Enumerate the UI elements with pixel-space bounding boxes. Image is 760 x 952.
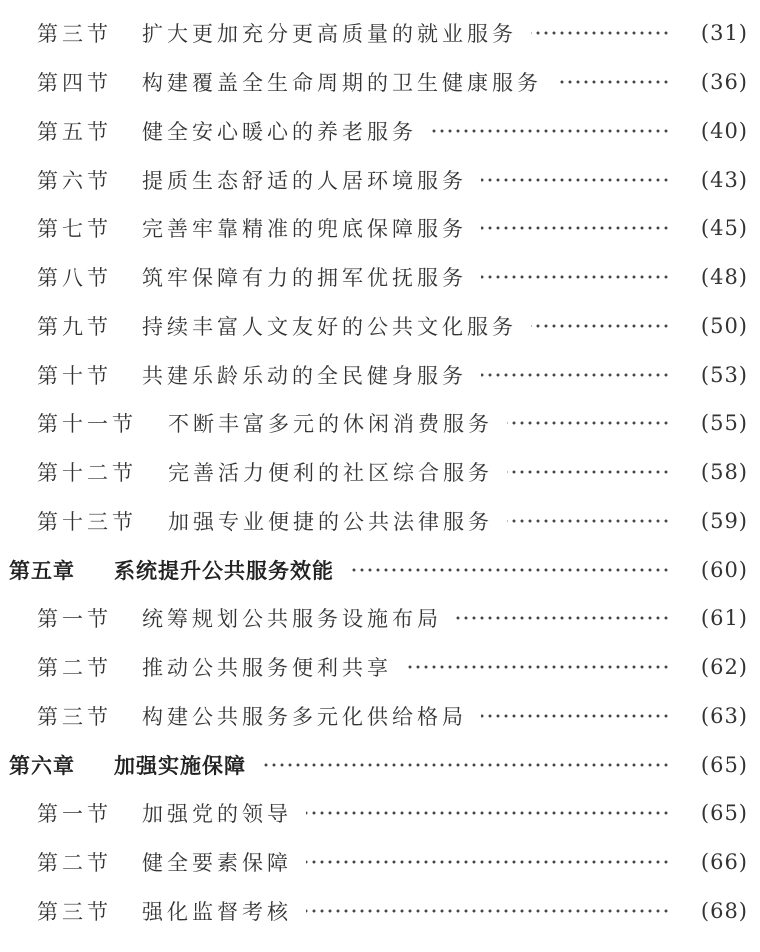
entry-title: 推动公共服务便利共享 [142, 656, 392, 681]
toc-entry[interactable] [0, 692, 760, 741]
entry-number: 第二节 [37, 656, 112, 681]
entry-number: 第二节 [37, 851, 112, 876]
dot-leader [531, 324, 670, 328]
entry-number: 第四节 [37, 71, 112, 96]
entry-number: 第八节 [37, 266, 112, 291]
toc-entry[interactable] [0, 204, 760, 253]
entry-title: 提质生态舒适的人居环境服务 [142, 168, 467, 193]
toc-entry[interactable] [0, 155, 760, 204]
entry-title: 健全安心暖心的养老服务 [142, 119, 417, 144]
entry-page: (36) [700, 70, 748, 95]
chapter-title: 系统提升公共服务效能 [114, 558, 334, 583]
table-of-contents [0, 9, 760, 935]
entry-number: 第三节 [37, 899, 112, 924]
dot-leader [481, 714, 670, 718]
chapter-number: 第五章 [9, 558, 75, 583]
dot-leader [406, 665, 670, 669]
dot-leader [481, 178, 670, 182]
toc-entry[interactable] [0, 448, 760, 497]
entry-title: 健全要素保障 [142, 851, 292, 876]
entry-title: 扩大更加充分更高质量的就业服务 [142, 22, 517, 47]
entry-page: (43) [700, 167, 748, 192]
entry-page: (65) [700, 801, 748, 826]
dot-leader [481, 226, 670, 230]
entry-page: (63) [700, 703, 748, 728]
toc-entry[interactable] [0, 302, 760, 351]
entry-title: 加强党的领导 [142, 802, 292, 827]
dot-leader [507, 519, 670, 523]
dot-leader [306, 811, 670, 815]
chapter-title: 加强实施保障 [114, 753, 246, 778]
toc-chapter[interactable] [0, 545, 760, 594]
dot-leader [431, 129, 670, 133]
entry-page: (40) [700, 118, 748, 143]
toc-entry[interactable] [0, 887, 760, 936]
dot-leader [531, 31, 670, 35]
entry-number: 第九节 [37, 314, 112, 339]
entry-number: 第十一节 [37, 412, 137, 437]
entry-title: 构建公共服务多元化供给格局 [142, 704, 467, 729]
dot-leader [481, 275, 670, 279]
entry-page: (53) [700, 362, 748, 387]
entry-title: 共建乐龄乐动的全民健身服务 [142, 363, 467, 388]
toc-entry[interactable] [0, 838, 760, 887]
entry-number: 第一节 [37, 802, 112, 827]
dot-leader [556, 80, 670, 84]
toc-entry[interactable] [0, 594, 760, 643]
toc-chapter[interactable] [0, 740, 760, 789]
dot-leader [456, 616, 670, 620]
entry-title: 持续丰富人文友好的公共文化服务 [142, 314, 517, 339]
entry-title: 强化监督考核 [142, 899, 292, 924]
chapter-number: 第六章 [9, 753, 75, 778]
entry-page: (66) [700, 850, 748, 875]
entry-page: (59) [700, 508, 748, 533]
entry-page: (61) [700, 606, 748, 631]
entry-title: 统筹规划公共服务设施布局 [142, 607, 442, 632]
entry-title: 不断丰富多元的休闲消费服务 [168, 412, 493, 437]
entry-page: (48) [700, 265, 748, 290]
dot-leader [507, 470, 670, 474]
entry-page: (31) [700, 21, 748, 46]
chapter-page: (60) [700, 557, 748, 582]
toc-entry[interactable] [0, 253, 760, 302]
entry-number: 第六节 [37, 168, 112, 193]
entry-title: 筑牢保障有力的拥军优抚服务 [142, 266, 467, 291]
dot-leader [348, 568, 670, 572]
entry-number: 第十三节 [37, 509, 137, 534]
dot-leader [481, 373, 670, 377]
entry-page: (50) [700, 313, 748, 338]
toc-entry[interactable] [0, 789, 760, 838]
entry-page: (62) [700, 655, 748, 680]
entry-page: (45) [700, 216, 748, 241]
dot-leader [260, 763, 670, 767]
toc-entry[interactable] [0, 350, 760, 399]
entry-number: 第十节 [37, 363, 112, 388]
toc-entry[interactable] [0, 9, 760, 58]
entry-title: 完善活力便利的社区综合服务 [168, 461, 493, 486]
chapter-page: (65) [700, 752, 748, 777]
dot-leader [507, 421, 670, 425]
entry-page: (58) [700, 460, 748, 485]
toc-entry[interactable] [0, 107, 760, 156]
toc-entry[interactable] [0, 643, 760, 692]
entry-number: 第三节 [37, 704, 112, 729]
entry-page: (55) [700, 411, 748, 436]
entry-number: 第七节 [37, 217, 112, 242]
toc-entry[interactable] [0, 399, 760, 448]
entry-number: 第十二节 [37, 461, 137, 486]
dot-leader [306, 909, 670, 913]
entry-title: 完善牢靠精准的兜底保障服务 [142, 217, 467, 242]
entry-number: 第三节 [37, 22, 112, 47]
entry-number: 第五节 [37, 119, 112, 144]
entry-number: 第一节 [37, 607, 112, 632]
entry-page: (68) [700, 898, 748, 923]
entry-title: 加强专业便捷的公共法律服务 [168, 509, 493, 534]
entry-title: 构建覆盖全生命周期的卫生健康服务 [142, 71, 542, 96]
toc-entry[interactable] [0, 58, 760, 107]
dot-leader [306, 860, 670, 864]
toc-entry[interactable] [0, 497, 760, 546]
